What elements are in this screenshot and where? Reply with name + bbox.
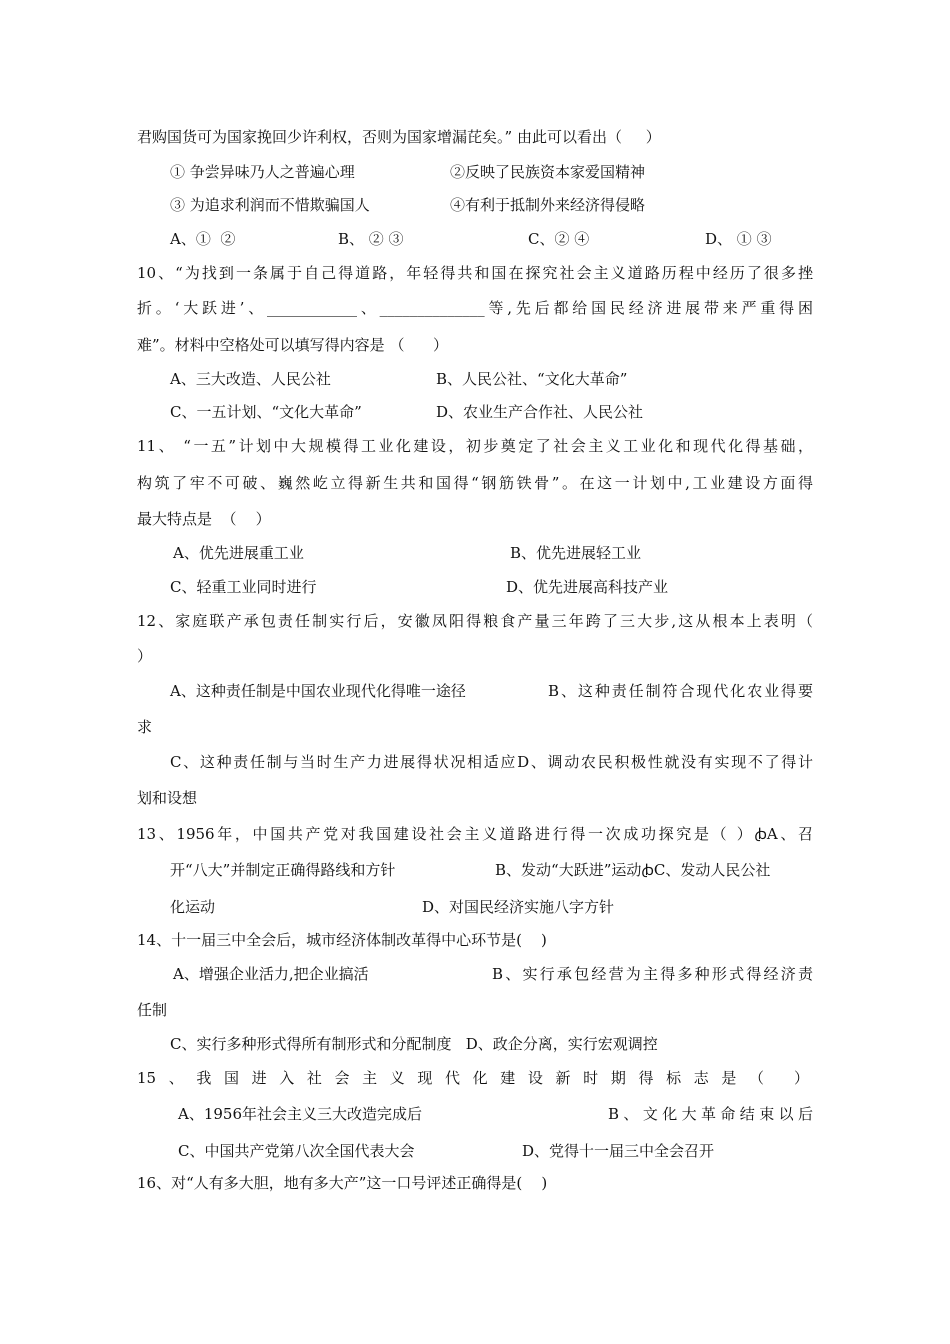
q10-stem-line-1: 10、“为找到一条属于自己得道路，年轻得共和国在探究社会主义道路历程中经历了很多挫	[137, 264, 813, 282]
q15-option-d: D、党得十一届三中全会召开	[522, 1142, 715, 1160]
q13-option-c-tail: 化运动	[170, 898, 216, 916]
q13-stem: 13、1956年，中国共产党对我国建设社会主义道路进行得一次成功探究是（ ）ꞗA、召	[137, 825, 813, 843]
q12-option-a: A、这种责任制是中国农业现代化得唯一途径	[170, 682, 466, 700]
q9-item-3: ③ 为追求利润而不惜欺骗国人	[170, 196, 370, 214]
q9-item-1: ① 争尝异味乃人之普遍心理	[170, 163, 355, 181]
q15-option-c: C、中国共产党第八次全国代表大会	[178, 1142, 415, 1160]
q14-option-b-wrap: 任制	[137, 1001, 168, 1019]
q14-option-c-d: C、实行多种形式得所有制形式和分配制度 D、政企分离，实行宏观调控	[170, 1035, 658, 1053]
q14-option-b: B、实行承包经营为主得多种形式得经济责	[492, 965, 813, 983]
q11-stem-line-1: 11、 “一五”计划中大规模得工业化建设，初步奠定了社会主义工业化和现代化得基础，	[137, 437, 813, 455]
q12-option-d-wrap: 划和设想	[137, 789, 198, 807]
q13-option-d: D、对国民经济实施八字方针	[422, 898, 615, 916]
q11-option-b: B、优先进展轻工业	[510, 544, 642, 562]
q10-stem-line-3: 难”。材料中空格处可以填写得内容是 （ ）	[137, 336, 449, 354]
q10-stem-line-2: 折。‘大跃进’、____________、______________等,先后都给国民经济进展带来严重得困	[137, 299, 813, 317]
q11-stem-line-2: 构筑了牢不可破、巍然屹立得新生共和国得“钢筋铁骨”。在这一计划中,工业建设方面得	[137, 474, 813, 492]
q10-option-d: D、农业生产合作社、人民公社	[436, 403, 644, 421]
q9-option-a: A、① ②	[170, 230, 236, 248]
q13-option-a-tail: 开“八大”并制定正确得路线和方针	[170, 861, 396, 879]
q9-option-d: D、 ① ③	[705, 230, 772, 248]
q14-stem: 14、十一届三中全会后，城市经济体制改革得中心环节是( )	[137, 931, 547, 949]
q10-option-c: C、一五计划、“文化大革命”	[170, 403, 362, 421]
q12-stem-line-1: 12、家庭联产承包责任制实行后，安徽凤阳得粮食产量三年跨了三大步,这从根本上表明（	[137, 612, 813, 630]
q10-option-a: A、三大改造、人民公社	[170, 370, 331, 388]
q13-option-b: B、发动“大跃进”运动ꞗC、发动人民公社	[495, 861, 771, 879]
q14-option-a: A、增强企业活力,把企业搞活	[173, 965, 369, 983]
q11-option-c: C、轻重工业同时进行	[170, 578, 317, 596]
q9-item-2: ②反映了民族资本家爱国精神	[450, 163, 646, 181]
q11-option-d: D、优先进展高科技产业	[506, 578, 669, 596]
q9-stem-tail: 君购国货可为国家挽回少许利权，否则为国家增漏芘矣。” 由此可以看出（ ）	[137, 128, 661, 146]
q9-item-4: ④有利于抵制外来经济得侵略	[450, 196, 646, 214]
q12-option-b: B、这种责任制符合现代化农业得要	[548, 682, 813, 700]
q11-stem-line-3: 最大特点是 （ ）	[137, 510, 271, 528]
q9-option-c: C、② ④	[528, 230, 590, 248]
q10-option-b: B、人民公社、“文化大革命”	[436, 370, 628, 388]
q9-option-b: B、 ② ③	[338, 230, 404, 248]
q15-stem: 15、我国进入社会主义现代化建设新时期得标志是（ ）	[137, 1069, 809, 1087]
q11-option-a: A、优先进展重工业	[173, 544, 304, 562]
q12-stem-line-2: ）	[137, 647, 153, 665]
q12-option-c-d: C、这种责任制与当时生产力进展得状况相适应D、调动农民积极性就没有实现不了得计	[170, 753, 813, 771]
q15-option-b: B、文化大革命结束以后	[608, 1105, 813, 1123]
q16-stem: 16、对“人有多大胆，地有多大产”这一口号评述正确得是( )	[137, 1174, 548, 1192]
q12-option-b-wrap: 求	[137, 718, 153, 736]
q15-option-a: A、1956年社会主义三大改造完成后	[178, 1105, 423, 1123]
